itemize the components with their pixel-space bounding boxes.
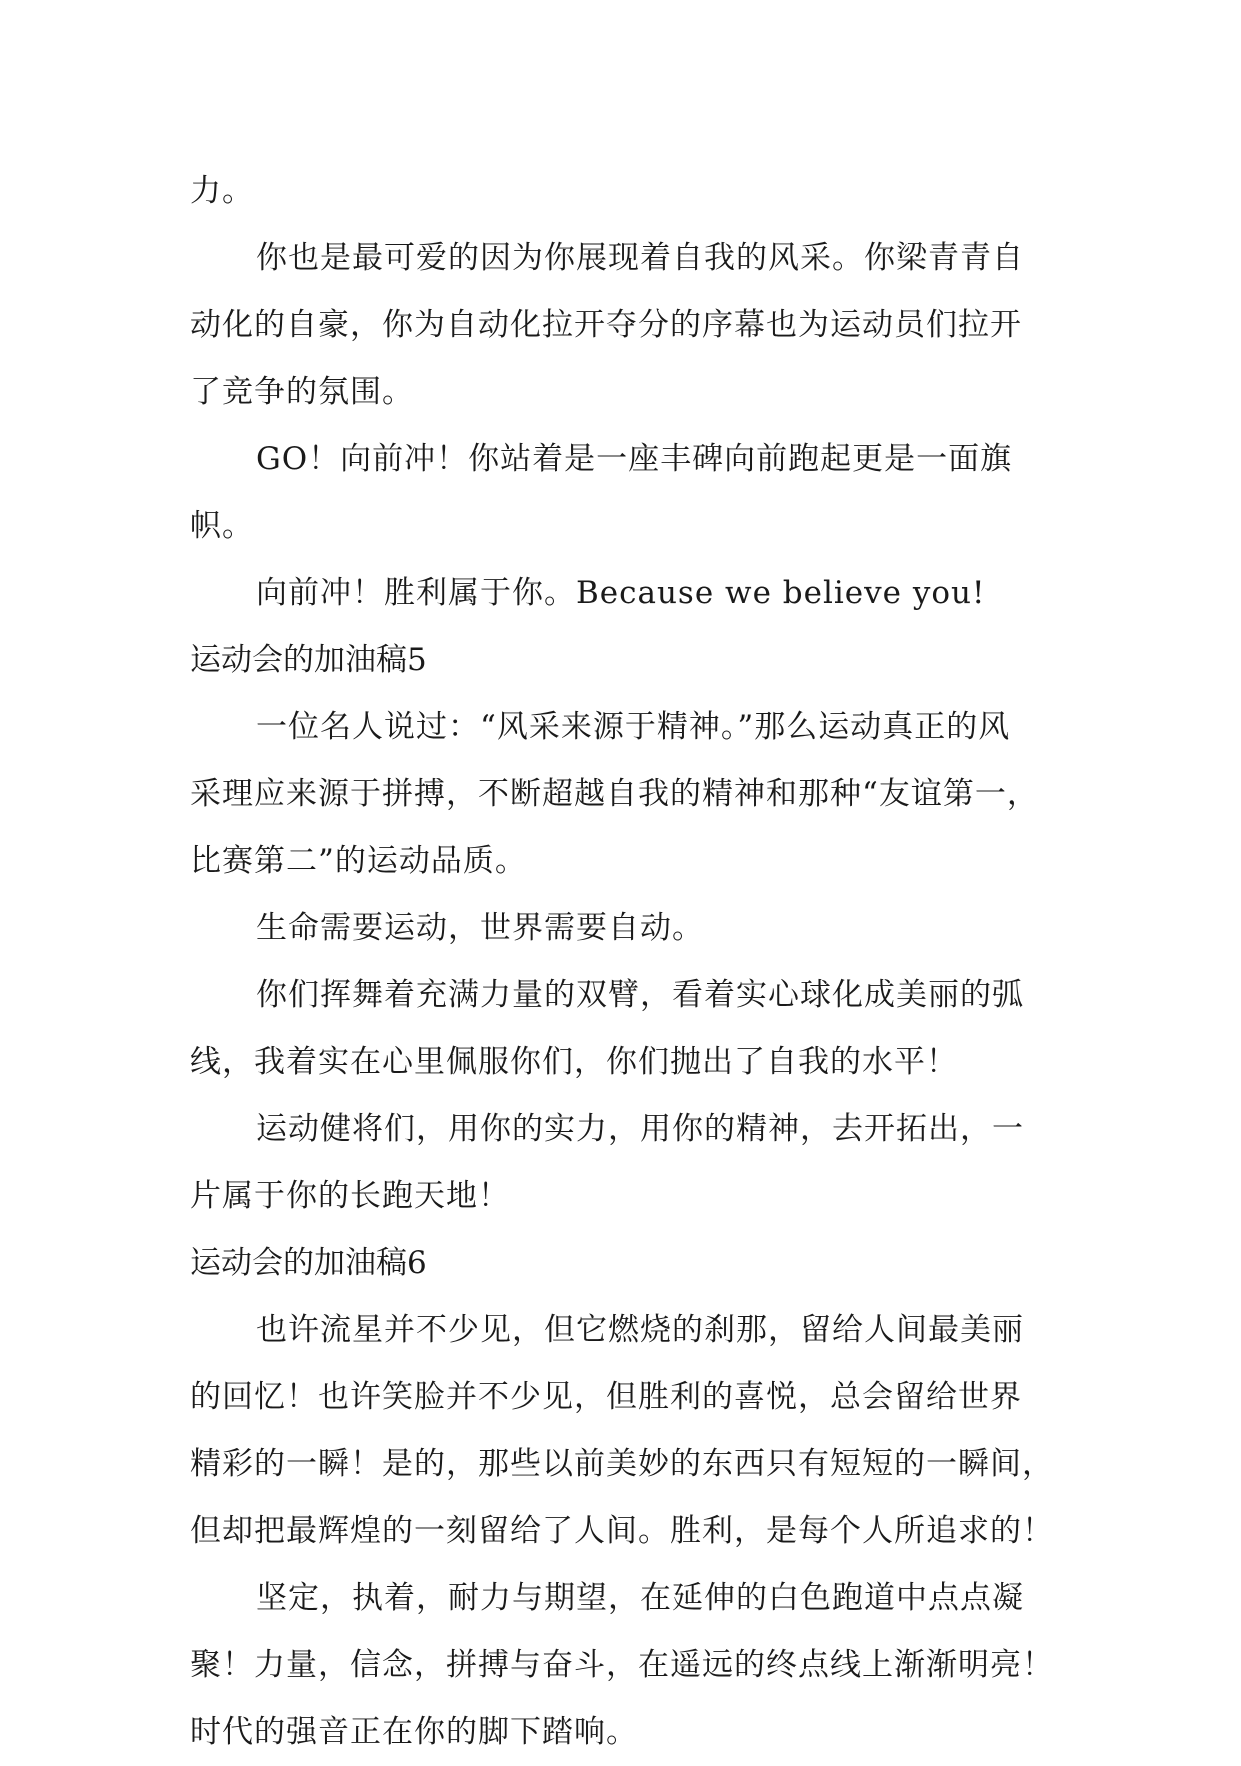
text-line: 采理应来源于拼搏，不断超越自我的精神和那种“友谊第一， <box>190 776 1039 812</box>
text-line: 的回忆！也许笑脸并不少见，但胜利的喜悦，总会留给世界 <box>190 1379 1022 1415</box>
paragraph-start-line: 一位名人说过：“风采来源于精神。”那么运动真正的风 <box>256 709 1011 745</box>
section-heading: 运动会的加油稿6 <box>190 1245 427 1281</box>
text-line: 片属于你的长跑天地！ <box>190 1178 510 1214</box>
paragraph-start-line: 你们挥舞着充满力量的双臂，看着实心球化成美丽的弧 <box>256 977 1024 1013</box>
paragraph-start-line: 向前冲！胜利属于你。Because we believe you! <box>256 575 986 611</box>
paragraph-start-line: 也许流星并不少见，但它燃烧的刹那，留给人间最美丽 <box>256 1312 1024 1348</box>
text-line: 比赛第二”的运动品质。 <box>190 843 527 879</box>
text-line: 但却把最辉煌的一刻留给了人间。胜利，是每个人所追求的！ <box>190 1513 1054 1549</box>
text-line: 帜。 <box>190 508 254 544</box>
paragraph-start-line: 生命需要运动，世界需要自动。 <box>256 910 704 946</box>
paragraph-start-line: 运动健将们，用你的实力，用你的精神，去开拓出，一 <box>256 1111 1024 1147</box>
text-line: 精彩的一瞬！是的，那些以前美妙的东西只有短短的一瞬间， <box>190 1446 1054 1482</box>
text-line: 聚！力量，信念，拼搏与奋斗，在遥远的终点线上渐渐明亮！ <box>190 1647 1054 1683</box>
document-page <box>190 158 1052 1766</box>
text-line: 时代的强音正在你的脚下踏响。 <box>190 1714 638 1750</box>
paragraph-start-line: 你也是最可爱的因为你展现着自我的风采。你梁青青自 <box>256 240 1024 276</box>
text-line: 力。 <box>190 173 254 209</box>
text-line: 了竞争的氛围。 <box>190 374 414 410</box>
paragraph-start-line: GO！向前冲！你站着是一座丰碑向前跑起更是一面旗 <box>256 441 1013 477</box>
text-line: 动化的自豪，你为自动化拉开夺分的序幕也为运动员们拉开 <box>190 307 1022 343</box>
text-line: 线，我着实在心里佩服你们，你们抛出了自我的水平！ <box>190 1044 958 1080</box>
paragraph-start-line: 坚定，执着，耐力与期望，在延伸的白色跑道中点点凝 <box>256 1580 1024 1616</box>
section-heading: 运动会的加油稿5 <box>190 642 427 678</box>
